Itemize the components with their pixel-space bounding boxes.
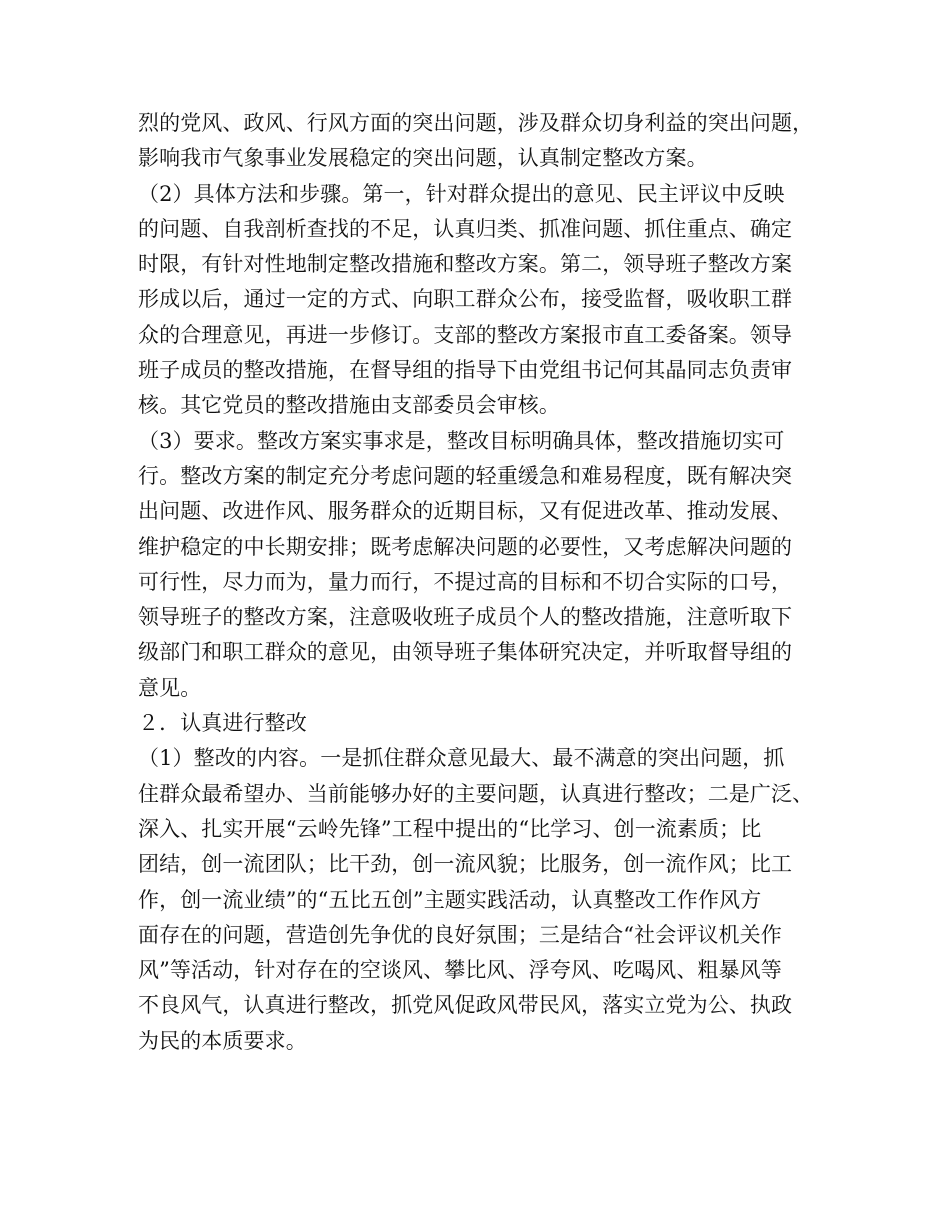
text-line: 班子成员的整改措施，在督导组的指导下由党组书记何其晶同志负责审 bbox=[138, 358, 793, 383]
text-line: 维护稳定的中长期安排；既考虑解决问题的必要性，又考虑解决问题的 bbox=[138, 534, 793, 559]
text-line: 时限，有针对性地制定整改措施和整改方案。第二，领导班子整改方案 bbox=[138, 252, 793, 277]
text-line: 烈的党风、政风、行风方面的突出问题，涉及群众切身利益的突出问题， bbox=[138, 111, 814, 135]
text-line: 的问题、自我剖析查找的不足，认真归类、抓准问题、抓住重点、确定 bbox=[138, 216, 793, 241]
text-line: 作，创一流业绩”的“五比五创”主题实践活动，认真整改工作作风方 bbox=[138, 887, 762, 912]
text-line: 意见。 bbox=[138, 675, 202, 700]
text-line: 核。其它党员的整改措施由支部委员会审核。 bbox=[138, 393, 560, 418]
text-line: 不良风气，认真进行整改，抓党风促政风带民风，落实立党为公、执政 bbox=[138, 993, 793, 1018]
text-line: 可行性，尽力而为，量力而行，不提过高的目标和不切合实际的口号， bbox=[138, 569, 793, 594]
text-line: 形成以后，通过一定的方式、向职工群众公布，接受监督，吸收职工群 bbox=[138, 287, 793, 312]
text-line: 深入、扎实开展“云岭先锋”工程中提出的“比学习、创一流素质；比 bbox=[138, 816, 762, 841]
text-line: 为民的本质要求。 bbox=[138, 1028, 307, 1053]
text-line: 面存在的问题，营造创先争优的良好氛围；三是结合“社会评议机关作 bbox=[138, 922, 782, 947]
text-line: 住群众最希望办、当前能够办好的主要问题，认真进行整改；二是广泛、 bbox=[138, 781, 814, 806]
text-line: （3）要求。整改方案实事求是，整改目标明确具体，整改措施切实可 bbox=[138, 428, 785, 453]
text-line: 团结，创一流团队；比干劲，创一流风貌；比服务，创一流作风；比工 bbox=[138, 852, 793, 877]
text-line: （1）整改的内容。一是抓住群众意见最大、最不满意的突出问题，抓 bbox=[138, 746, 785, 771]
text-line: 风”等活动，针对存在的空谈风、攀比风、浮夸风、吃喝风、粗暴风等 bbox=[138, 958, 782, 983]
document-body bbox=[138, 106, 838, 1059]
text-line: 影响我市气象事业发展稳定的突出问题，认真制定整改方案。 bbox=[138, 146, 708, 171]
text-line: 行。整改方案的制定充分考虑问题的轻重缓急和难易程度，既有解决突 bbox=[138, 463, 793, 488]
text-line: 众的合理意见，再进一步修订。支部的整改方案报市直工委备案。领导 bbox=[138, 322, 793, 347]
section-heading: ２．认真进行整改 bbox=[138, 711, 307, 736]
text-line: 出问题、改进作风、服务群众的近期目标，又有促进改革、推动发展、 bbox=[138, 499, 793, 524]
text-line: 领导班子的整改方案，注意吸收班子成员个人的整改措施，注意听取下 bbox=[138, 605, 793, 630]
text-line: （2）具体方法和步骤。第一，针对群众提出的意见、民主评议中反映 bbox=[138, 181, 785, 206]
text-line: 级部门和职工群众的意见，由领导班子集体研究决定，并听取督导组的 bbox=[138, 640, 793, 665]
